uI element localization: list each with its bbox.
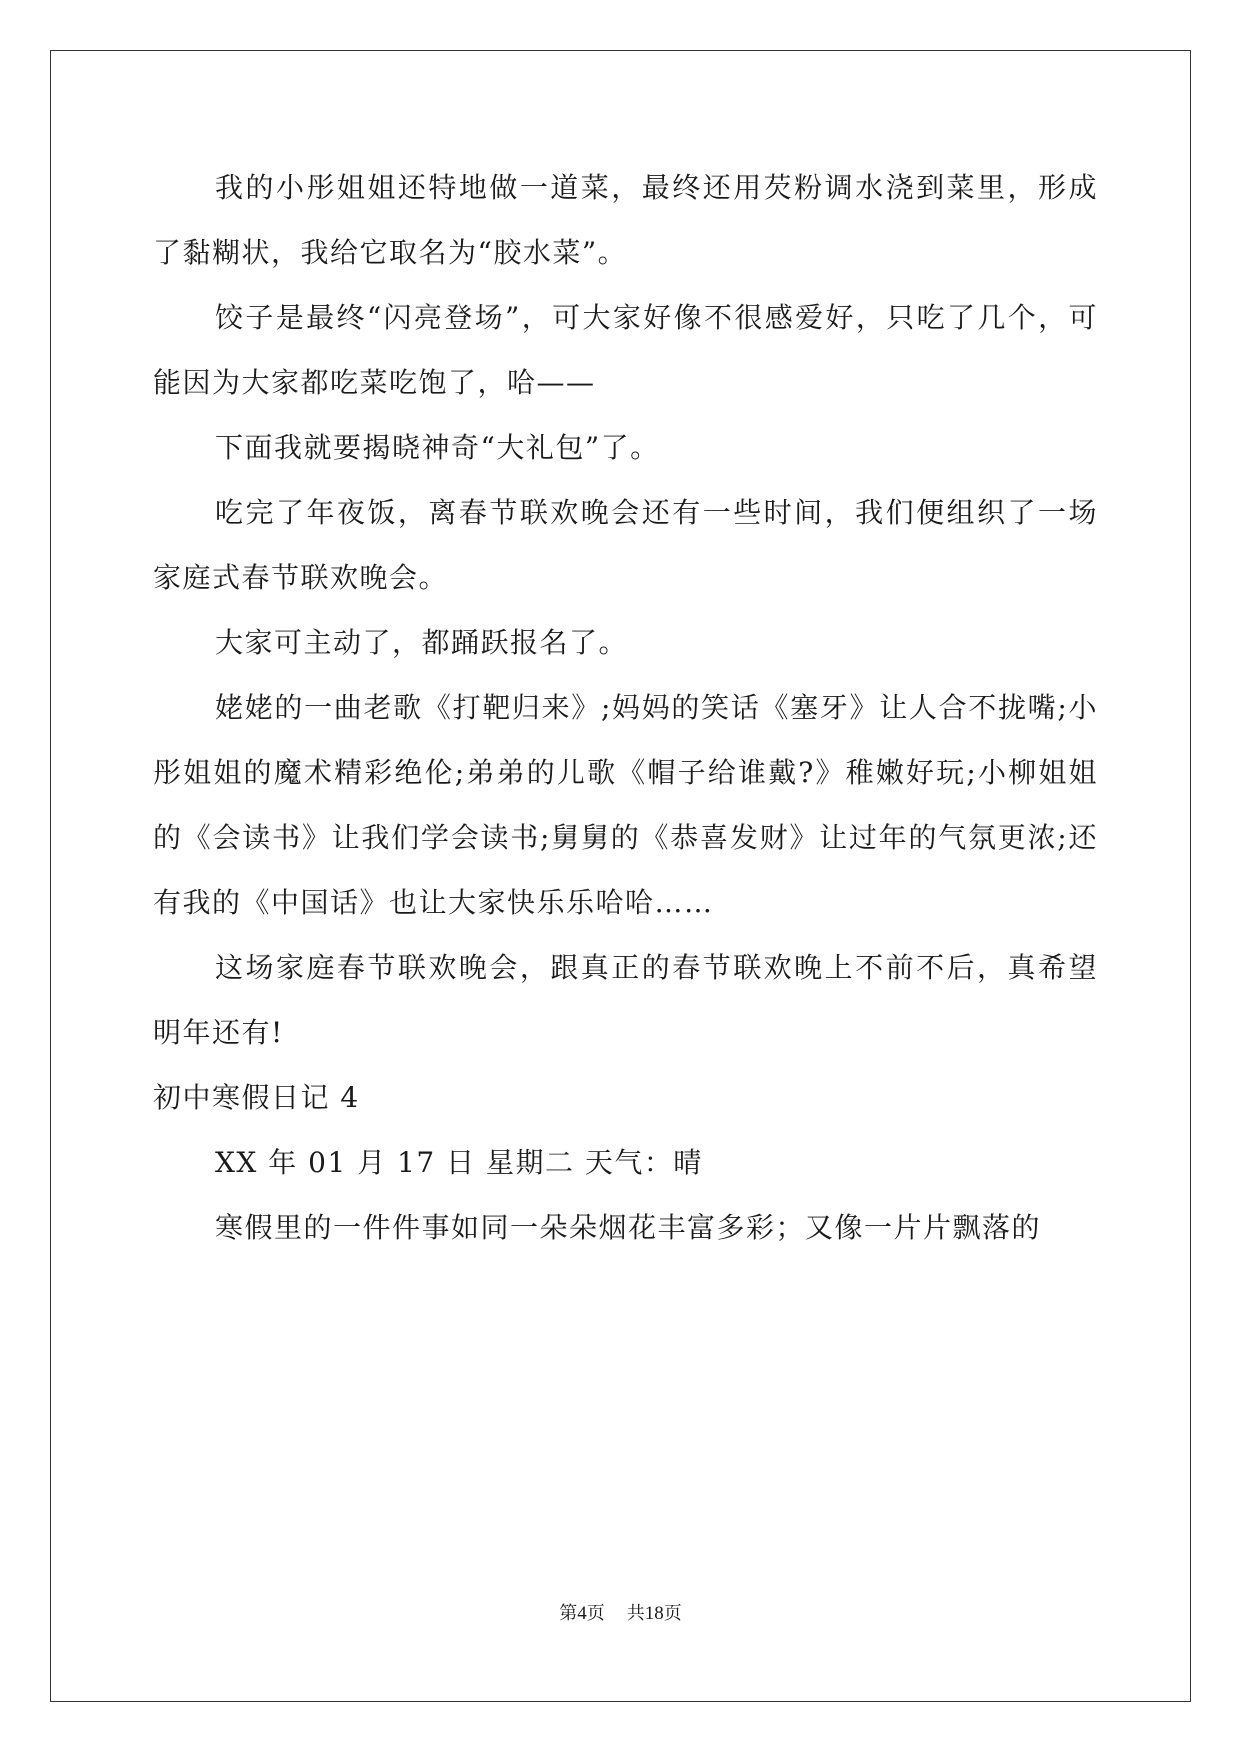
paragraph: 下面我就要揭晓神奇“大礼包”了。 [215,431,660,464]
page-number: 4 [577,1603,587,1624]
paragraph: 饺子是最终“闪亮登场”，可大家好像不很感爱好，只吃了几个，可能因为大家都吃菜吃饱了，哈—— [153,301,1098,399]
total-suffix: 页 [663,1603,682,1624]
document-body [153,155,1098,1260]
paragraph: 我的小彤姐姐还特地做一道菜，最终还用芡粉调水浇到菜里，形成了黏糊状，我给它取名为“胶水菜”。 [153,171,1098,269]
paragraph: 吃完了年夜饭，离春节联欢晚会还有一些时间，我们便组织了一场家庭式春节联欢晚会。 [153,496,1098,594]
paragraph: 大家可主动了，都踊跃报名了。 [215,626,629,659]
total-pages: 18 [644,1603,664,1624]
paragraph: 寒假里的一件件事如同一朵朵烟花丰富多彩；又像一片片飘落的 [215,1211,1042,1244]
page-footer [0,1602,1241,1626]
paragraph: 这场家庭春节联欢晚会，跟真正的春节联欢晚上不前不后，真希望明年还有! [153,951,1098,1049]
page-suffix: 页 [586,1603,605,1624]
section-heading: 初中寒假日记 4 [153,1081,360,1114]
total-prefix: 共 [626,1603,645,1624]
paragraph: 姥姥的一曲老歌《打靶归来》;妈妈的笑话《塞牙》让人合不拢嘴;小彤姐姐的魔术精彩绝伦;弟弟的儿歌《帽子给谁戴?》稚嫩好玩;小柳姐姐的《会读书》让我们学会读书;舅舅的《恭喜发财》让过年的气氛更浓;还有我的《中国话》也让大家快乐乐哈哈…… [153,691,1098,919]
page-prefix: 第 [559,1603,578,1624]
diary-date-line: XX 年 01 月 17 日 星期二 天气：晴 [215,1146,703,1179]
